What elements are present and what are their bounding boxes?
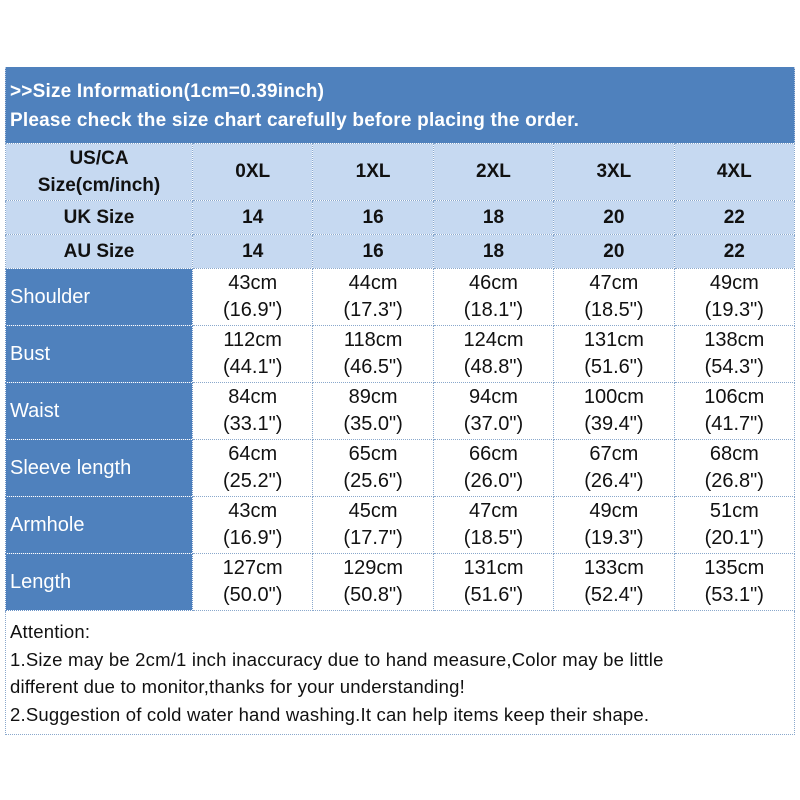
measurement-cell (554, 554, 674, 611)
cm-value: 44cm (348, 272, 398, 294)
inch-value: (48.8") (463, 356, 524, 378)
us-size-row (6, 144, 795, 201)
measurement-cell (193, 326, 313, 383)
size-header-cell: 0XL (193, 144, 313, 201)
inch-value: (16.9") (223, 299, 283, 321)
size-header-cell: 2XL (433, 144, 553, 201)
header-title: >>Size Information(1cm=0.39inch) (10, 81, 325, 102)
measurement-cell (554, 326, 674, 383)
measurement-row (6, 497, 795, 554)
measurement-cell (313, 383, 433, 440)
inch-value: (20.1") (704, 527, 764, 549)
measurement-cell (193, 440, 313, 497)
inch-value: (39.4") (584, 413, 644, 435)
measurement-label: Bust (6, 326, 193, 383)
cm-value: 124cm (463, 329, 524, 351)
au-size-cell: 20 (554, 235, 674, 269)
cm-value: 100cm (583, 386, 644, 408)
measurement-cell (433, 326, 553, 383)
measurement-cell (433, 440, 553, 497)
cm-value: 65cm (348, 443, 398, 465)
inch-value: (19.3") (584, 527, 644, 549)
measurement-cell (433, 554, 553, 611)
inch-value: (53.1") (704, 584, 764, 606)
measurement-label: Armhole (6, 497, 193, 554)
inch-value: (54.3") (704, 356, 764, 378)
measurement-cell (313, 554, 433, 611)
inch-value: (35.0") (343, 413, 403, 435)
cm-value: 68cm (709, 443, 759, 465)
cm-value: 49cm (589, 500, 639, 522)
attention-title: Attention: (10, 621, 91, 642)
au-size-cell: 16 (313, 235, 433, 269)
cm-value: 43cm (228, 272, 278, 294)
cm-value: 112cm (223, 329, 282, 351)
uk-size-cell: 16 (313, 201, 433, 235)
cm-value: 106cm (704, 386, 765, 408)
measurement-cell (313, 269, 433, 326)
corner-cell (6, 144, 193, 201)
inch-value: (52.4") (584, 584, 644, 606)
measurement-row (6, 383, 795, 440)
au-size-row (6, 235, 795, 269)
inch-value: (26.4") (584, 470, 644, 492)
cm-value: 47cm (589, 272, 639, 294)
uk-size-cell: 14 (193, 201, 313, 235)
measurement-cell (433, 497, 553, 554)
size-info-header (5, 67, 795, 143)
inch-value: (26.8") (704, 470, 764, 492)
measurement-label: Length (6, 554, 193, 611)
size-header-cell: 3XL (554, 144, 674, 201)
size-table (5, 143, 795, 611)
inch-value: (26.0") (463, 470, 524, 492)
size-header-cell: 4XL (674, 144, 794, 201)
cm-value: 49cm (709, 272, 759, 294)
header-instruction: Please check the size chart carefully before placing the order. (10, 110, 580, 131)
inch-value: (50.0") (223, 584, 283, 606)
measurement-cell (554, 383, 674, 440)
cm-value: 133cm (583, 557, 644, 579)
cm-value: 127cm (222, 557, 283, 579)
measurement-row (6, 269, 795, 326)
measurement-row (6, 554, 795, 611)
corner-label-line1: US/CA (69, 148, 129, 169)
measurement-cell (193, 269, 313, 326)
cm-value: 131cm (583, 329, 644, 351)
measurement-cell (433, 383, 553, 440)
measurement-cell (674, 497, 794, 554)
cm-value: 45cm (348, 500, 398, 522)
cm-value: 94cm (469, 386, 518, 408)
attention-notes (5, 611, 795, 735)
measurement-cell (554, 497, 674, 554)
inch-value: (18.5") (584, 299, 644, 321)
measurement-cell (674, 269, 794, 326)
cm-value: 129cm (343, 557, 404, 579)
inch-value: (25.2") (223, 470, 283, 492)
measurement-row (6, 440, 795, 497)
measurement-cell (674, 440, 794, 497)
inch-value: (18.1") (463, 299, 524, 321)
cm-value: 135cm (704, 557, 765, 579)
au-size-cell: 18 (433, 235, 553, 269)
measurement-label: Shoulder (6, 269, 193, 326)
cm-value: 64cm (228, 443, 278, 465)
measurement-cell (674, 326, 794, 383)
uk-size-row (6, 201, 795, 235)
inch-value: (16.9") (223, 527, 283, 549)
inch-value: (46.5") (343, 356, 403, 378)
inch-value: (17.3") (343, 299, 403, 321)
inch-value: (51.6") (463, 584, 524, 606)
attention-note-1-cont: different due to monitor,thanks for your understanding! (10, 676, 465, 697)
measurement-cell (554, 269, 674, 326)
inch-value: (50.8") (343, 584, 403, 606)
inch-value: (18.5") (463, 527, 524, 549)
inch-value: (41.7") (704, 413, 764, 435)
measurement-cell (193, 497, 313, 554)
measurement-cell (674, 554, 794, 611)
cm-value: 118cm (343, 329, 403, 351)
inch-value: (19.3") (704, 299, 764, 321)
measurement-cell (313, 326, 433, 383)
measurement-label: Sleeve length (6, 440, 193, 497)
uk-size-label: UK Size (6, 201, 193, 235)
au-size-cell: 14 (193, 235, 313, 269)
au-size-cell: 22 (674, 235, 794, 269)
cm-value: 138cm (704, 329, 765, 351)
inch-value: (37.0") (463, 413, 524, 435)
measurement-cell (433, 269, 553, 326)
inch-value: (33.1") (223, 413, 283, 435)
cm-value: 43cm (228, 500, 278, 522)
cm-value: 84cm (228, 386, 278, 408)
cm-value: 51cm (709, 500, 759, 522)
inch-value: (25.6") (343, 470, 403, 492)
cm-value: 66cm (469, 443, 518, 465)
attention-note-2: 2.Suggestion of cold water hand washing.It can help items keep their shape. (10, 703, 650, 725)
measurement-cell (193, 554, 313, 611)
cm-value: 89cm (348, 386, 398, 408)
uk-size-cell: 20 (554, 201, 674, 235)
size-header-cell: 1XL (313, 144, 433, 201)
cm-value: 46cm (469, 272, 518, 294)
measurement-cell (313, 497, 433, 554)
cm-value: 67cm (589, 443, 639, 465)
uk-size-cell: 22 (674, 201, 794, 235)
size-chart (5, 67, 795, 735)
measurement-cell (674, 383, 794, 440)
uk-size-cell: 18 (433, 201, 553, 235)
measurement-row (6, 326, 795, 383)
au-size-label: AU Size (6, 235, 193, 269)
inch-value: (51.6") (584, 356, 644, 378)
inch-value: (17.7") (343, 527, 403, 549)
measurement-cell (313, 440, 433, 497)
measurement-cell (193, 383, 313, 440)
cm-value: 47cm (469, 500, 518, 522)
cm-value: 131cm (463, 557, 524, 579)
measurement-label: Waist (6, 383, 193, 440)
inch-value: (44.1") (223, 356, 283, 378)
corner-label-line2: Size(cm/inch) (37, 175, 161, 196)
measurement-cell (554, 440, 674, 497)
attention-note-1: 1.Size may be 2cm/1 inch inaccuracy due to hand measure,Color may be little (10, 648, 664, 670)
